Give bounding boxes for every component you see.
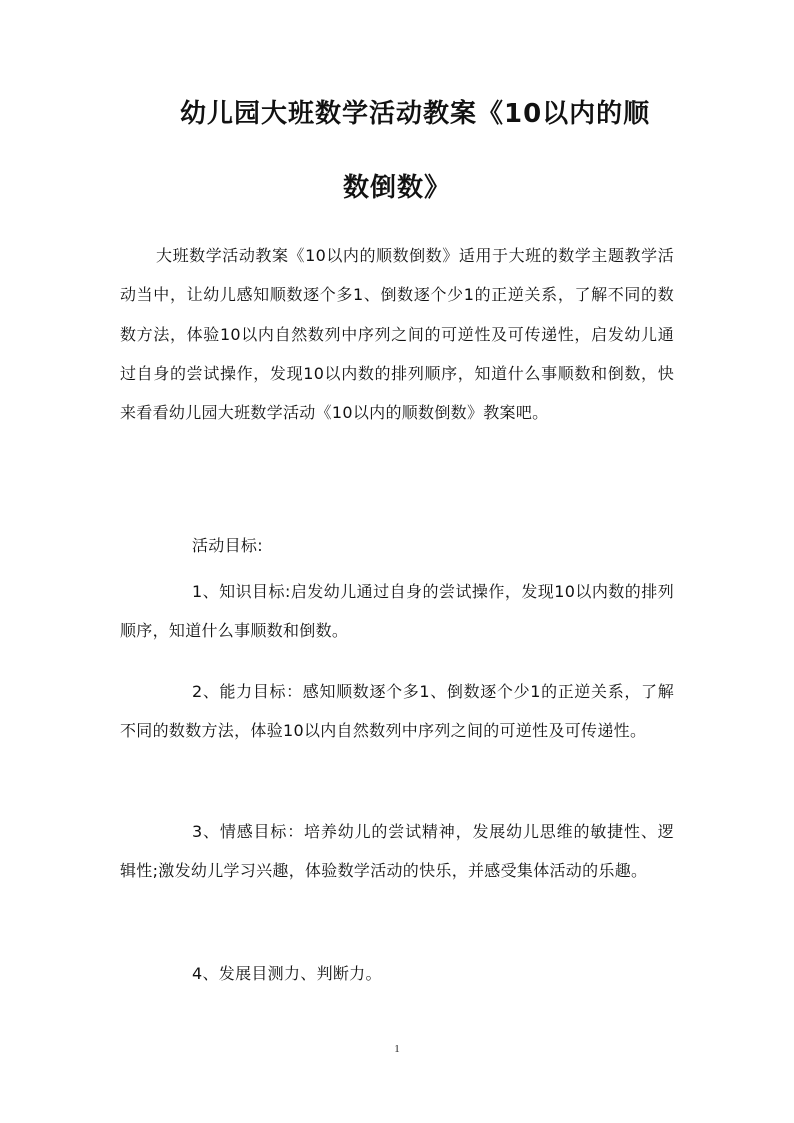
goal-item-3: 3、情感目标：培养幼儿的尝试精神，发展幼儿思维的敏捷性、逻辑性;激发幼儿学习兴趣，体验数学活动的快乐，并感受集体活动的乐趣。 bbox=[120, 822, 674, 881]
goal-item-4: 4、发展目测力、判断力。 bbox=[192, 964, 382, 983]
document-title-line-2: 数倒数》 bbox=[342, 173, 451, 203]
intro-paragraph: 大班数学活动教案《10以内的顺数倒数》适用于大班的数学主题教学活动当中，让幼儿感知顺数逐个多1、倒数逐个少1的正逆关系，了解不同的数数方法，体验10以内自然数列中序列之间的可逆性及可传递性，启发幼儿通过自身的尝试操作，发现10以内数的排列顺序，知道什么事顺数和倒数，快来看看幼儿园大班数学活动《10以内的顺数倒数》教案吧。 bbox=[120, 246, 674, 423]
section-heading: 活动目标: bbox=[192, 536, 263, 555]
goal-item-2: 2、能力目标：感知顺数逐个多1、倒数逐个少1的正逆关系，了解不同的数数方法，体验10以内自然数列中序列之间的可逆性及可传递性。 bbox=[120, 682, 674, 741]
page-number: 1 bbox=[394, 1043, 400, 1055]
document-title-line-1: 幼儿园大班数学活动教案《10以内的顺 bbox=[180, 99, 651, 129]
goal-item-1: 1、知识目标:启发幼儿通过自身的尝试操作，发现10以内数的排列顺序，知道什么事顺数和倒数。 bbox=[120, 582, 674, 641]
